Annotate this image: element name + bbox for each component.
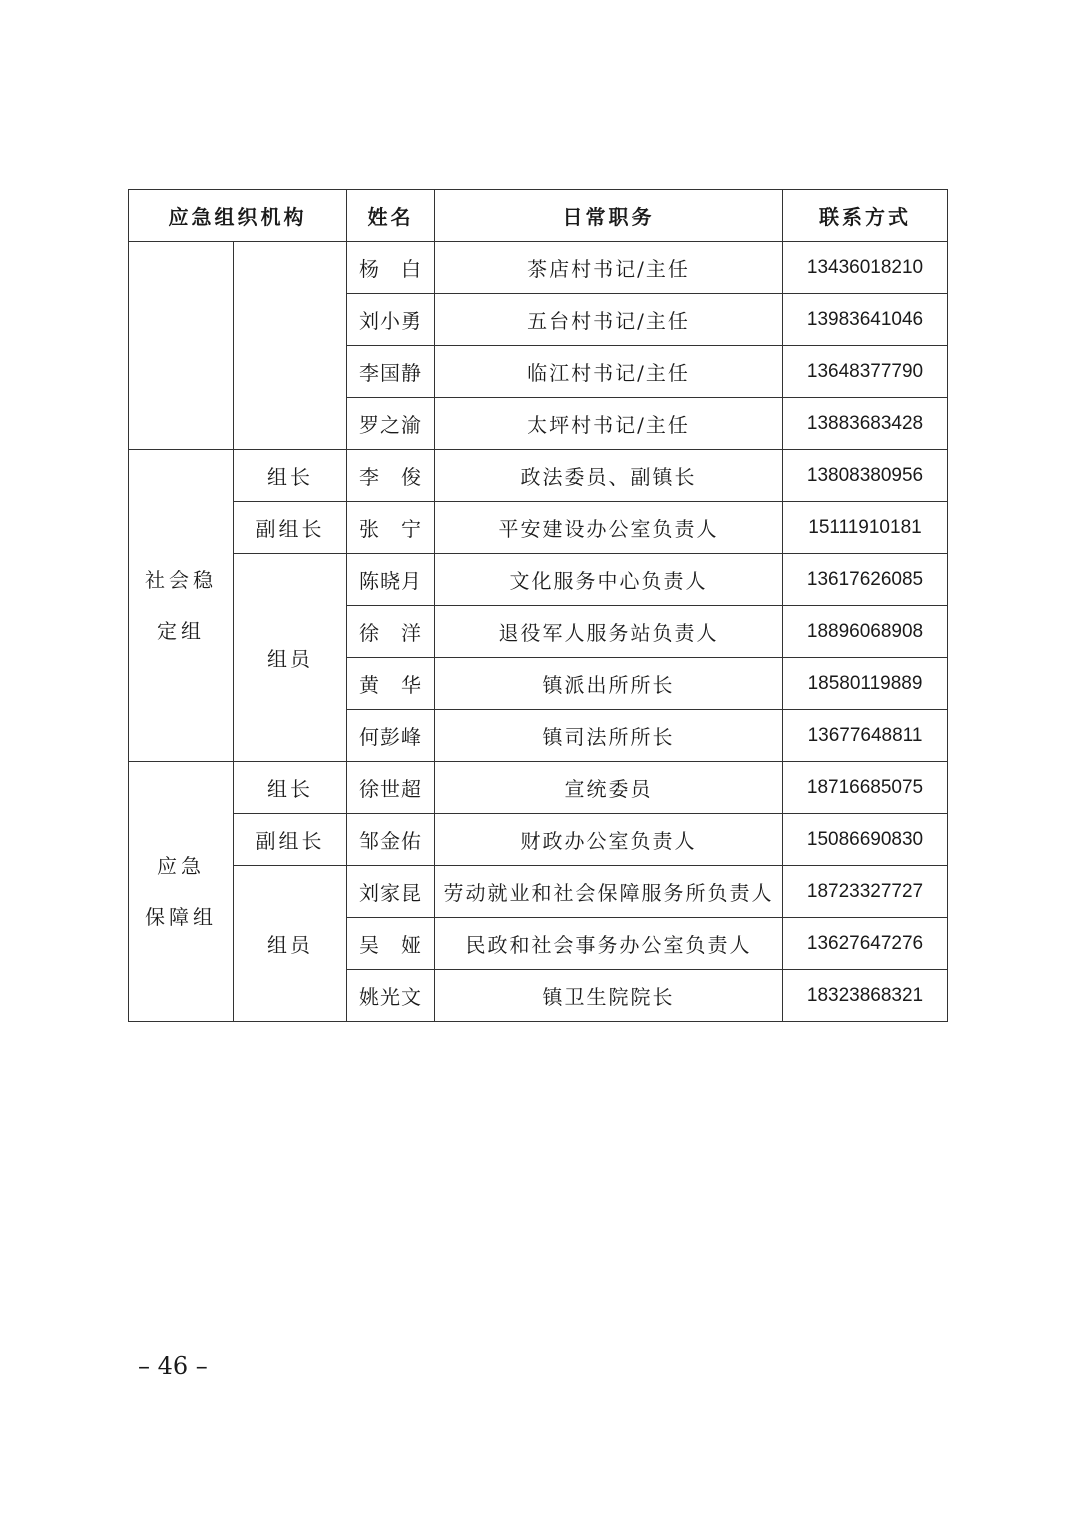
- role-cell-member: 组员: [234, 866, 347, 1022]
- table-row: [129, 450, 948, 502]
- name-cell: 何彭峰: [347, 710, 435, 762]
- phone-cell: 13983641046: [783, 294, 948, 346]
- role-cell-deputy: 副组长: [234, 814, 347, 866]
- duty-cell: 财政办公室负责人: [435, 814, 783, 866]
- name-cell: 黄 华: [347, 658, 435, 710]
- duty-cell: 镇司法所所长: [435, 710, 783, 762]
- group-label-line1: 应急: [157, 853, 205, 878]
- table-row: [129, 242, 948, 294]
- phone-cell: 13808380956: [783, 450, 948, 502]
- group-cell-social-stability: [129, 450, 234, 762]
- phone-cell: 18716685075: [783, 762, 948, 814]
- phone-cell: 15111910181: [783, 502, 948, 554]
- role-cell-deputy: 副组长: [234, 502, 347, 554]
- name-cell: 邹金佑: [347, 814, 435, 866]
- phone-cell: 13883683428: [783, 398, 948, 450]
- phone-cell: 18323868321: [783, 970, 948, 1022]
- phone-cell: 13677648811: [783, 710, 948, 762]
- role-cell-empty: [234, 242, 347, 450]
- name-cell: 罗之渝: [347, 398, 435, 450]
- phone-cell: 18723327727: [783, 866, 948, 918]
- emergency-org-table: [128, 189, 948, 1022]
- phone-cell: 13648377790: [783, 346, 948, 398]
- table-header-row: [129, 190, 948, 242]
- name-cell: 李国静: [347, 346, 435, 398]
- duty-cell: 茶店村书记/主任: [435, 242, 783, 294]
- group-label-line2: 保障组: [145, 904, 217, 929]
- duty-cell: 宣统委员: [435, 762, 783, 814]
- duty-cell: 退役军人服务站负责人: [435, 606, 783, 658]
- duty-cell: 民政和社会事务办公室负责人: [435, 918, 783, 970]
- phone-cell: 13627647276: [783, 918, 948, 970]
- duty-cell: 政法委员、副镇长: [435, 450, 783, 502]
- group-label-line2: 定组: [157, 618, 205, 643]
- duty-cell: 劳动就业和社会保障服务所负责人: [435, 866, 783, 918]
- role-cell-leader: 组长: [234, 450, 347, 502]
- phone-cell: 13436018210: [783, 242, 948, 294]
- duty-cell: 文化服务中心负责人: [435, 554, 783, 606]
- name-cell: 刘小勇: [347, 294, 435, 346]
- name-cell: 徐 洋: [347, 606, 435, 658]
- table-row: [129, 814, 948, 866]
- name-cell: 杨 白: [347, 242, 435, 294]
- role-cell-leader: 组长: [234, 762, 347, 814]
- table-row: [129, 502, 948, 554]
- header-duty: 日常职务: [435, 190, 783, 242]
- name-cell: 吴 娅: [347, 918, 435, 970]
- header-name: 姓名: [347, 190, 435, 242]
- name-cell: 李 俊: [347, 450, 435, 502]
- duty-cell: 临江村书记/主任: [435, 346, 783, 398]
- table-row: [129, 554, 948, 606]
- name-cell: 陈晓月: [347, 554, 435, 606]
- duty-cell: 太坪村书记/主任: [435, 398, 783, 450]
- phone-cell: 18580119889: [783, 658, 948, 710]
- name-cell: 徐世超: [347, 762, 435, 814]
- duty-cell: 五台村书记/主任: [435, 294, 783, 346]
- duty-cell: 镇卫生院院长: [435, 970, 783, 1022]
- name-cell: 姚光文: [347, 970, 435, 1022]
- header-org: 应急组织机构: [129, 190, 347, 242]
- role-cell-member: 组员: [234, 554, 347, 762]
- group-label-line1: 社会稳: [145, 567, 217, 592]
- name-cell: 刘家昆: [347, 866, 435, 918]
- group-cell-emergency-support: [129, 762, 234, 1022]
- duty-cell: 镇派出所所长: [435, 658, 783, 710]
- table-row: [129, 866, 948, 918]
- header-contact: 联系方式: [783, 190, 948, 242]
- phone-cell: 13617626085: [783, 554, 948, 606]
- duty-cell: 平安建设办公室负责人: [435, 502, 783, 554]
- phone-cell: 18896068908: [783, 606, 948, 658]
- page-number: – 46 –: [138, 1352, 208, 1380]
- phone-cell: 15086690830: [783, 814, 948, 866]
- name-cell: 张 宁: [347, 502, 435, 554]
- group-cell-empty: [129, 242, 234, 450]
- table-row: [129, 762, 948, 814]
